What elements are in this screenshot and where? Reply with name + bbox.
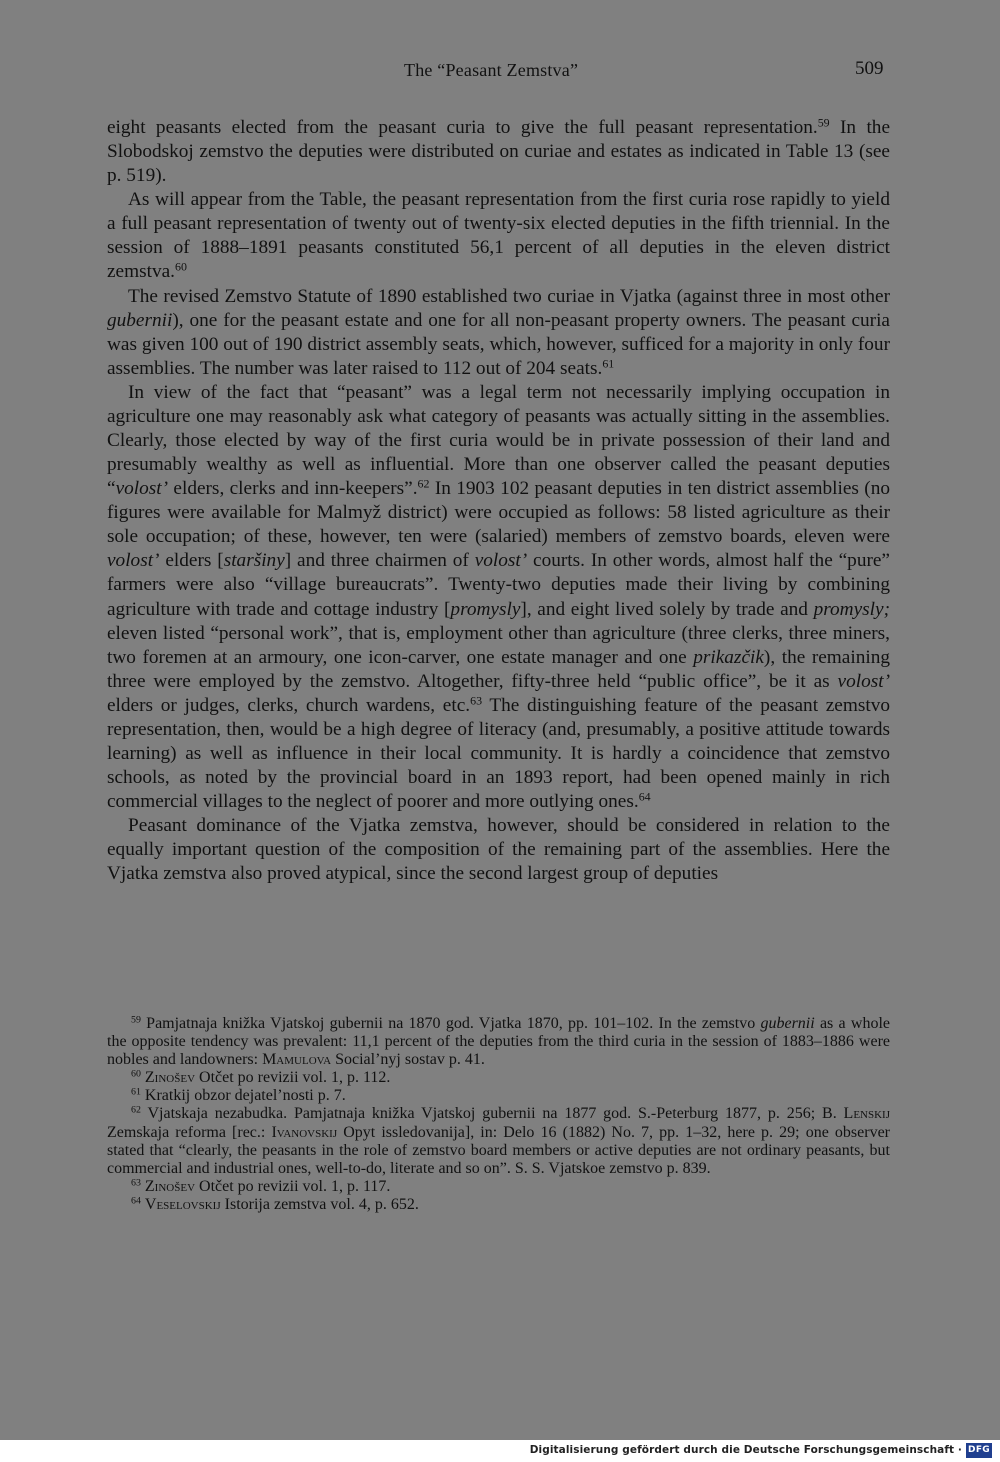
page-number: 509 bbox=[855, 58, 884, 79]
text-run: Zemskaja reforma [rec.: bbox=[107, 1123, 272, 1141]
text-run: elders [ bbox=[159, 550, 224, 572]
text-run: ] and three chairmen of bbox=[284, 550, 475, 572]
text-run: The revised Zemstvo Statute of 1890 established two curiae in Vjatka (against three in most other bbox=[128, 285, 890, 307]
footnotes bbox=[107, 1015, 890, 1214]
text-run: Pamjatnaja knižka Vjatskoj gubernii na 1870 god. Vjatka 1870, pp. 101–102. In the zemstvo bbox=[140, 1015, 761, 1032]
text-run: ), one for the peasant estate and one for all non-peasant property owners. The peasant curia was given 100 out of 190 district assembly seats, which, however, sufficed for a majority in only four assemblies. The number was later raised to 112 out of 204 seats. bbox=[107, 309, 890, 379]
italic-term: gubernii bbox=[107, 309, 173, 331]
footnote-63 bbox=[107, 1178, 890, 1196]
text-run: In the Slobodskoj zemstvo the deputies were distributed on curiae and estates as indicated in Table 13 (see p. 519). bbox=[107, 117, 891, 187]
dfg-logo-icon: DFG bbox=[966, 1443, 992, 1458]
credit-text: Digitalisierung gefördert durch die Deutsche Forschungsgemeinschaft · bbox=[529, 1444, 962, 1456]
italic-term: promysly bbox=[450, 598, 521, 620]
footnote-59 bbox=[107, 1015, 890, 1069]
paragraph-3 bbox=[107, 285, 890, 381]
italic-term: volost’ bbox=[474, 550, 528, 572]
footnote-number: 62 bbox=[131, 1105, 141, 1117]
author-name: Lenskij bbox=[843, 1105, 890, 1123]
footnote-number: 63 bbox=[131, 1177, 141, 1189]
text-run: In 1903 102 peasant deputies in ten district assemblies (no figures were available for Malmyž district) were occupied as follows: 58 listed agriculture as their sole occupation; of these, however, ten were (salaried) members of zemstvo boards, eleven were bbox=[107, 478, 890, 548]
author-name: Veselovskij bbox=[144, 1195, 221, 1213]
credit-bar bbox=[0, 1440, 1000, 1462]
text-run: as a whole the opposite tendency was prevalent: 11,1 percent of the deputies from the third curia in the session of 1883–1886 were nobles and landowners: bbox=[107, 1015, 891, 1069]
italic-term: gubernii bbox=[760, 1015, 815, 1032]
footnote-64 bbox=[107, 1196, 890, 1214]
text-run: elders or judges, clerks, church wardens, etc. bbox=[107, 694, 471, 716]
text-run: courts. In other words, almost half the “pure” farmers were also “village bureaucrats”. Twenty-two deputies made their living by combining agriculture with trade and cottage industry [ bbox=[107, 550, 890, 620]
italic-term: volost’ bbox=[107, 550, 160, 572]
text-run: ), the remaining three were employed by the zemstvo. Altogether, fifty-three held “public office”, be it as bbox=[107, 646, 890, 692]
text-run: The distinguishing feature of the peasant zemstvo representation, then, would be a high degree of literacy (and, presumably, a positive attitude towards learning) as well as influence in their local community. It is hardly a coincidence that zemstvo schools, as noted by the provincial board in an 1893 report, had been opened mainly in rich commercial villages to the neglect of poorer and more outlying ones. bbox=[107, 694, 890, 813]
text-run: Kratkij obzor dejatel’nosti p. 7. bbox=[140, 1087, 346, 1105]
italic-term: volost’ bbox=[115, 478, 169, 500]
footnote-61 bbox=[107, 1087, 890, 1105]
text-run: In view of the fact that “peasant” was a legal term not necessarily implying occupation in agriculture one may reasonably ask what category of peasants was actually sitting in the assemblies. Clearly, those elected by way of the first curia would be in private possession of their land and presumably wealthy as well as influential. More than one observer called the peasant deputies “ bbox=[107, 381, 890, 500]
author-name: Ivanovskij bbox=[271, 1123, 338, 1141]
text-run: ], and eight lived solely by trade and bbox=[520, 598, 814, 620]
text-run: Opyt issledovanija], in: Delo 16 (1882) No. 7, pp. 1–32, here p. 29; one observer stated that “clearly, the peasants in the role of zemstvo board members or active deputies are not ordinary peasants, but commercial and industrial ones, well-to-do, literate and so on”. S. S. Vjatskoe zemstvo p. 839. bbox=[107, 1123, 890, 1177]
footnote-ref-64: 64 bbox=[638, 789, 651, 804]
author-name: Zinošev bbox=[144, 1069, 196, 1087]
paragraph-1 bbox=[107, 116, 890, 188]
text-run: eight peasants elected from the peasant curia to give the full peasant representation. bbox=[107, 117, 818, 138]
paragraph-2 bbox=[107, 188, 890, 284]
text-run: Vjatskaja nezabudka. Pamjatnaja knižka Vjatskoj gubernii na 1877 god. S.-Peterburg 1877, p. 256; B. bbox=[140, 1105, 844, 1123]
footnote-number: 59 bbox=[131, 1014, 141, 1026]
running-head bbox=[0, 58, 1000, 88]
body-text bbox=[107, 116, 890, 887]
text-run: elders, clerks and inn-keepers”. bbox=[168, 478, 418, 500]
footnote-number: 60 bbox=[131, 1068, 141, 1080]
author-name: Mamulova bbox=[262, 1051, 332, 1069]
italic-term: volost’ bbox=[837, 670, 890, 692]
footnote-number: 64 bbox=[131, 1195, 141, 1207]
footnote-62 bbox=[107, 1105, 890, 1177]
footnote-ref-62: 62 bbox=[417, 476, 430, 491]
italic-term: prikazčik bbox=[693, 646, 764, 668]
paragraph-4 bbox=[107, 381, 890, 814]
italic-term: staršiny bbox=[223, 550, 285, 572]
text-run: Peasant dominance of the Vjatka zemstva, however, should be considered in relation to the equally important question of the composition of the remaining part of the assemblies. Here the Vjatka zemstva also proved atypical, since the second largest group of deputies bbox=[107, 815, 890, 885]
footnote-ref-61: 61 bbox=[602, 356, 615, 371]
footnote-ref-60: 60 bbox=[175, 259, 187, 274]
italic-term: promysly; bbox=[813, 598, 890, 620]
footnote-ref-63: 63 bbox=[470, 693, 483, 708]
text-run: Social’nyj sostav p. 41. bbox=[331, 1051, 485, 1069]
text-run: As will appear from the Table, the peasant representation from the first curia rose rapidly to yield a full peasant representation of twenty out of twenty-six elected deputies in the fifth triennial. In the session of 1888–1891 peasants constituted 56,1 percent of all deputies in the eleven district zemstva. bbox=[107, 189, 890, 283]
paragraph-5 bbox=[107, 814, 890, 886]
text-run: Istorija zemstva vol. 4, p. 652. bbox=[220, 1195, 419, 1213]
footnote-number: 61 bbox=[131, 1086, 141, 1098]
footnote-60 bbox=[107, 1069, 890, 1087]
footnote-ref-59: 59 bbox=[817, 115, 830, 130]
running-title: The “Peasant Zemstva” bbox=[404, 60, 579, 80]
text-run: eleven listed “personal work”, that is, employment other than agriculture (three clerks, three miners, two foremen at an armoury, one icon-carver, one estate manager and one bbox=[107, 622, 890, 668]
text-run: Otčet po revizii vol. 1, p. 112. bbox=[195, 1069, 391, 1087]
text-run: Otčet po revizii vol. 1, p. 117. bbox=[195, 1177, 391, 1195]
author-name: Zinošev bbox=[144, 1177, 196, 1195]
